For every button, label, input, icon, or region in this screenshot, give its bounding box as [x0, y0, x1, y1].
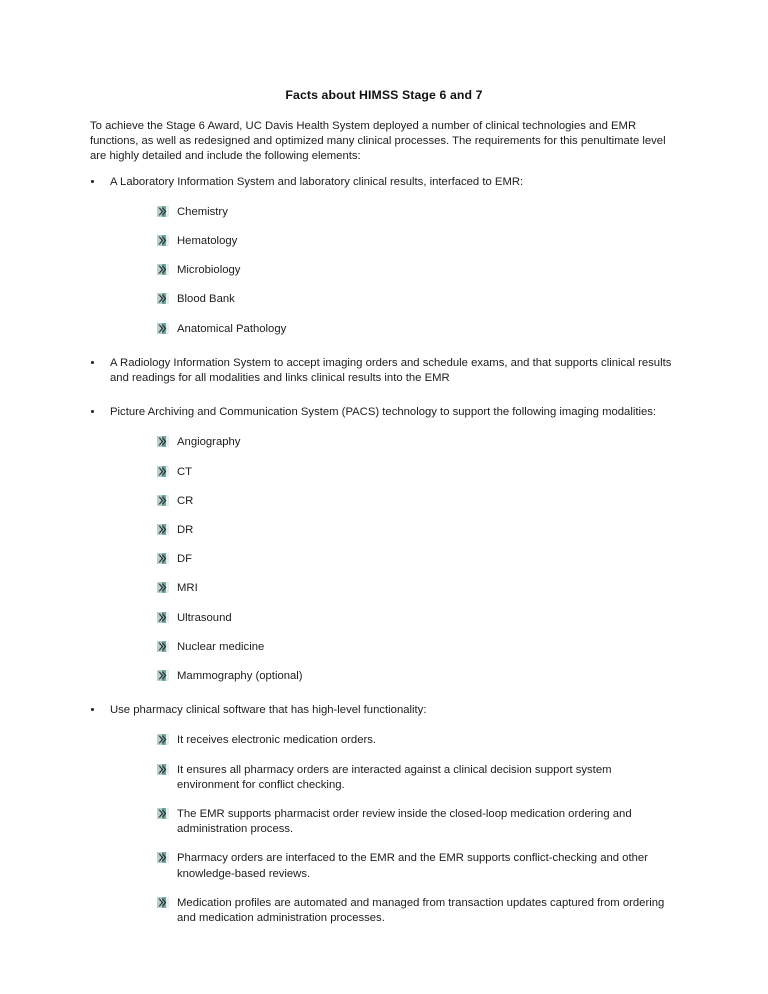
bullet-heading: A Radiology Information System to accept imaging orders and schedule exams, and that supports clinical results and readings for all modalities and links clinical results into the EMR	[110, 356, 672, 385]
list-item	[110, 763, 674, 793]
list-item	[110, 234, 674, 249]
double-chevron-bullet-icon	[157, 264, 169, 275]
bullet-dot-icon	[91, 361, 94, 364]
double-chevron-bullet-icon	[157, 852, 169, 863]
list-item	[110, 523, 674, 538]
list-item-label: Blood Bank	[177, 293, 235, 306]
double-chevron-bullet-icon	[157, 524, 169, 535]
list-item-label: Hematology	[177, 235, 238, 248]
double-chevron-bullet-icon	[157, 734, 169, 745]
double-chevron-bullet-icon	[157, 641, 169, 652]
list-item	[110, 494, 674, 509]
double-chevron-bullet-icon	[157, 235, 169, 246]
double-chevron-bullet-icon	[157, 323, 169, 334]
double-chevron-bullet-icon	[157, 553, 169, 564]
double-chevron-bullet-icon	[157, 582, 169, 593]
list-item	[110, 263, 674, 278]
list-item-label: Chemistry	[177, 205, 228, 218]
list-item	[110, 552, 674, 567]
bullet-heading: A Laboratory Information System and laboratory clinical results, interfaced to EMR:	[110, 175, 524, 188]
intro-paragraph: To achieve the Stage 6 Award, UC Davis Health System deployed a number of clinical technologies and EMR functions, as well as redesigned and optimized many clinical processes. The requirements for this penultimate level are highly detailed and include the following elements:	[90, 120, 666, 163]
bullet-dot-icon	[91, 410, 94, 413]
bullet-dot-icon	[91, 708, 94, 711]
list-item	[110, 669, 674, 684]
list-item-label: Angiography	[177, 436, 241, 449]
list-item-label: Nuclear medicine	[177, 640, 265, 653]
sections-container	[90, 175, 674, 927]
double-chevron-bullet-icon	[157, 206, 169, 217]
document-body	[90, 119, 674, 926]
list-item-label: Ultrasound	[177, 611, 232, 624]
list-item-label: Medication profiles are automated and managed from transaction updates captured from ordering and medication administration processes.	[177, 896, 665, 925]
double-chevron-bullet-icon	[157, 808, 169, 819]
list-item-label: Microbiology	[177, 264, 241, 277]
list-item-label: MRI	[177, 582, 198, 595]
list-item	[110, 292, 674, 307]
list-item-label: DF	[177, 553, 193, 566]
double-chevron-bullet-icon	[157, 436, 169, 447]
double-chevron-bullet-icon	[157, 612, 169, 623]
list-item-label: CR	[177, 494, 194, 507]
list-item	[110, 733, 674, 748]
list-item	[110, 205, 674, 220]
list-item-label: The EMR supports pharmacist order review inside the closed-loop medication ordering and administration process.	[177, 808, 632, 836]
bullet-section	[90, 356, 674, 386]
list-item	[110, 807, 674, 837]
list-item	[110, 322, 674, 337]
double-chevron-bullet-icon	[157, 764, 169, 775]
list-item	[110, 640, 674, 655]
double-chevron-bullet-icon	[157, 293, 169, 304]
bullet-section	[90, 703, 674, 926]
list-item	[110, 611, 674, 626]
double-chevron-bullet-icon	[157, 466, 169, 477]
list-item-label: Pharmacy orders are interfaced to the EMR and the EMR supports conflict-checking and other knowledge-based reviews.	[177, 852, 648, 880]
list-item	[110, 896, 674, 926]
list-item	[110, 581, 674, 596]
list-item-label: It ensures all pharmacy orders are interacted against a clinical decision support system environment for conflict checking.	[177, 763, 612, 791]
list-item	[110, 435, 674, 450]
bullet-heading: Picture Archiving and Communication System (PACS) technology to support the following imaging modalities:	[110, 406, 657, 419]
list-item	[110, 851, 674, 881]
list-item-label: It receives electronic medication orders.	[177, 734, 377, 747]
double-chevron-bullet-icon	[157, 495, 169, 506]
list-item	[110, 465, 674, 480]
list-item-label: Anatomical Pathology	[177, 322, 287, 335]
list-item-label: CT	[177, 465, 193, 478]
list-item-label: Mammography (optional)	[177, 670, 303, 683]
bullet-section	[90, 405, 674, 684]
page-title: Facts about HIMSS Stage 6 and 7	[285, 88, 483, 102]
bullet-heading: Use pharmacy clinical software that has high-level functionality:	[110, 704, 427, 717]
double-chevron-bullet-icon	[157, 670, 169, 681]
bullet-section	[90, 175, 674, 337]
double-chevron-bullet-icon	[157, 897, 169, 908]
list-item-label: DR	[177, 524, 194, 537]
bullet-dot-icon	[91, 180, 94, 183]
